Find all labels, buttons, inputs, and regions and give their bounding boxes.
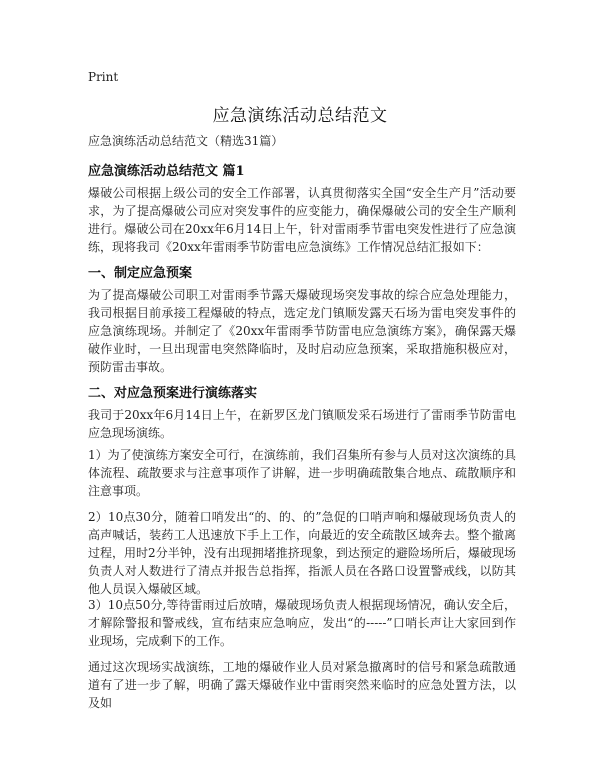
intro-paragraph: 爆破公司根据上级公司的安全工作部署，认真贯彻落实全国“安全生产月”活动要求，为了提高爆破公司应对突发事件的应变能力，确保爆破公司的安全生产顺利进行。爆破公司在20xx年6月14日上午，针对雷雨季节雷电突发性进行了应急演练，现将我司《20xx年雷雨季节防雷电应急演练》工作情况总结汇报如下： — [88, 186, 516, 254]
heading-make-plan: 一、制定应急预案 — [88, 266, 193, 281]
section-title: 应急演练活动总结范文 篇1 — [88, 164, 245, 179]
heading-drill-implementation: 二、对应急预案进行演练落实 — [88, 386, 258, 401]
paragraph-drill-step-3: 3）10点50分,等待雷雨过后放晴，爆破现场负责人根据现场情况，确认安全后，才解除警报和警戒线，宣布结束应急响应，发出“的-----”口哨长声让大家回到作业现场，完成剩下的工作。 — [88, 598, 516, 648]
document-subtitle: 应急演练活动总结范文（精选31篇） — [88, 134, 284, 148]
paragraph-drill-date: 我司于20xx年6月14日上午，在新罗区龙门镇顺发采石场进行了雷雨季节防雷电应急现场演练。 — [88, 408, 516, 440]
paragraph-summary: 通过这次现场实战演练，工地的爆破作业人员对紧急撤离时的信号和紧急疏散通道有了进一步了解，明确了露天爆破作业中雷雨突然来临时的应急处置方法，以及如 — [88, 660, 516, 710]
print-label[interactable]: Print — [88, 70, 119, 84]
paragraph-drill-step-2: 2）10点30分，随着口哨发出“的、的、的”急促的口哨声响和爆破现场负责人的高声喊话，装药工人迅速放下手上工作，向最近的安全疏散区域奔去。整个撤离过程，用时2分半钟，没有出现拥堵推挤现象，到达预定的避险场所后，爆破现场负责人对人数进行了清点并报告总指挥，指派人员在各路口设置警戒线，以防其他人员误入爆破区域。 — [88, 510, 516, 596]
paragraph-make-plan: 为了提高爆破公司职工对雷雨季节露天爆破现场突发事故的综合应急处理能力，我司根据目前承接工程爆破的特点，选定龙门镇顺发露天石场为雷电突发事件的应急演练现场。并制定了《20xx年雷雨季节防雷电应急演练方案》，确保露天爆破作业时，一旦出现雷电突然降临时，及时启动应急预案，采取措施积极应对，预防雷击事故。 — [88, 288, 516, 374]
document-title: 应急演练活动总结范文 — [212, 106, 388, 126]
paragraph-drill-step-1: 1）为了使演练方案安全可行，在演练前，我们召集所有参与人员对这次演练的具体流程、疏散要求与注意事项作了讲解，进一步明确疏散集合地点、疏散顺序和注意事项。 — [88, 448, 516, 498]
